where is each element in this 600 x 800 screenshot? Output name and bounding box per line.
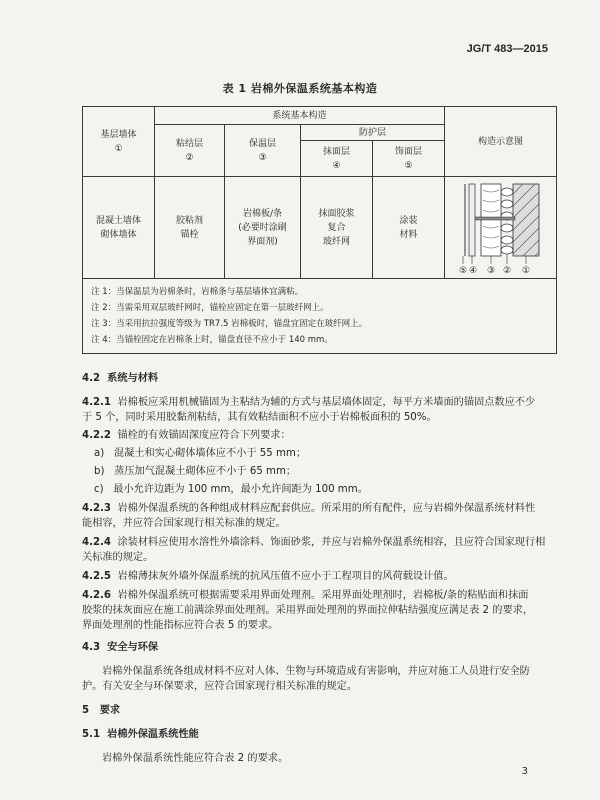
clause-4-2-5-num: 4.2.5 bbox=[82, 571, 112, 582]
header-adhesive-label: 粘结层 bbox=[175, 138, 203, 149]
cell-adhesive-line1: 胶粘剂 bbox=[175, 215, 203, 226]
clause-4-2-6-line1: 岩棉外保温系统可根据需要采用界面处理剂。采用界面处理剂时，岩棉板/条的粘贴面和抹面 bbox=[117, 590, 529, 601]
section-5-num: 5 bbox=[82, 705, 90, 716]
clause-4-2-5-line1: 岩棉薄抹灰外墙外保温系统的抗风压值不应小于工程项目的风荷载设计值。 bbox=[117, 571, 454, 582]
header-system: 系统基本构造 bbox=[155, 107, 445, 125]
standard-code: JG/T 483—2015 bbox=[466, 43, 548, 55]
section-4-3-line1: 岩棉外保温系统各组成材料不应对人体、生物与环境造成有害影响，并应对施工人员进行安全防 bbox=[102, 666, 530, 677]
item-a-mark: a) bbox=[94, 448, 105, 459]
cell-insul-line2: (必要时涂刷 bbox=[238, 222, 287, 233]
note-4: 注 4：当锚栓固定在岩棉条上时，锚盘直径不应小于 140 mm。 bbox=[91, 335, 333, 345]
cell-adhesive-line2: 锚栓 bbox=[180, 229, 199, 240]
header-protect: 防护层 bbox=[301, 125, 445, 141]
section-5-heading bbox=[82, 703, 120, 718]
cell-insul-line1: 岩棉板/条 bbox=[242, 208, 283, 219]
header-insulation-num: ③ bbox=[258, 152, 267, 163]
clause-4-2-1 bbox=[82, 395, 560, 425]
header-render-label: 抹面层 bbox=[322, 146, 350, 157]
clause-4-2-4 bbox=[82, 535, 560, 565]
section-5-1-num: 5.1 bbox=[82, 729, 101, 740]
clause-4-2-3-line1: 岩棉外保温系统的各种组成材料应配套供应。所采用的所有配件，应与岩棉外保温系统材料性 bbox=[117, 503, 536, 514]
clause-4-2-2-item-c bbox=[94, 482, 368, 497]
clause-4-2-6-line3: 界面处理剂的性能指标应符合表 5 的要求。 bbox=[82, 620, 279, 631]
clause-4-2-2-text: 锚栓的有效锚固深度应符合下列要求： bbox=[117, 430, 291, 441]
header-base-wall bbox=[83, 107, 155, 177]
clause-4-2-5 bbox=[82, 569, 560, 584]
header-insulation-label: 保温层 bbox=[248, 138, 276, 149]
item-b-text: 蒸压加气混凝土砌体应不小于 65 mm； bbox=[114, 466, 297, 477]
table-1-title: 表 1 岩棉外保温系统基本构造 bbox=[222, 82, 378, 95]
header-finish-num: ⑤ bbox=[404, 160, 413, 171]
section-4-3-heading bbox=[82, 640, 158, 655]
clause-4-2-2 bbox=[82, 428, 560, 443]
section-5-1-heading bbox=[82, 727, 199, 742]
section-4-2-heading bbox=[82, 371, 158, 386]
section-4-3-num: 4.3 bbox=[82, 642, 101, 653]
clause-4-2-2-item-a bbox=[94, 446, 306, 461]
diagram-label-3: ③ bbox=[486, 265, 495, 276]
header-insulation bbox=[225, 125, 301, 177]
clause-4-2-1-num: 4.2.1 bbox=[82, 397, 112, 408]
clause-4-2-4-num: 4.2.4 bbox=[82, 537, 112, 548]
cell-finish bbox=[373, 177, 445, 279]
clause-4-2-3 bbox=[82, 501, 560, 531]
cell-insulation bbox=[225, 177, 301, 279]
header-render bbox=[301, 141, 373, 177]
section-4-2-title: 系统与材料 bbox=[107, 373, 159, 384]
clause-4-2-4-line2: 关标准的规定。 bbox=[82, 552, 154, 563]
header-finish-label: 饰面层 bbox=[395, 146, 423, 157]
table-notes bbox=[83, 279, 557, 354]
clause-4-2-1-line1: 岩棉板应采用机械锚固为主粘结为辅的方式与基层墙体固定，每平方米墙面的锚固点数应不少 bbox=[117, 397, 536, 408]
diagram-label-5: ⑤ bbox=[458, 265, 467, 276]
cell-base-wall bbox=[83, 177, 155, 279]
clause-4-2-6-line2: 胶浆的抹灰面应在施工前满涂界面处理剂。采用界面处理剂的界面拉伸粘结强度应满足表 2 的要求， bbox=[82, 605, 534, 616]
construction-diagram-svg bbox=[455, 180, 547, 276]
section-4-3-line2: 护。有关安全与环保要求，应符合国家现行相关标准的规定。 bbox=[82, 681, 358, 692]
cell-render-line3: 玻纤网 bbox=[322, 236, 350, 247]
diagram-label-1: ① bbox=[521, 265, 530, 276]
clause-4-2-4-line1: 涂装材料应使用水溶性外墙涂料、饰面砂浆，并应与岩棉外保温系统相容，且应符合国家现行相 bbox=[117, 537, 546, 548]
clause-4-2-2-item-b bbox=[94, 464, 296, 479]
clause-4-2-3-num: 4.2.3 bbox=[82, 503, 112, 514]
clause-4-2-1-line2: 于 5 个，同时采用胶黏剂粘结，其有效粘结面积不应小于岩棉板面积的 50%。 bbox=[82, 412, 437, 423]
section-5-1-body bbox=[102, 751, 542, 766]
cell-insul-line3: 界面剂) bbox=[247, 236, 278, 247]
diagram-label-4: ④ bbox=[468, 265, 477, 276]
cell-base-line1: 混凝土墙体 bbox=[95, 215, 141, 226]
clause-4-2-2-num: 4.2.2 bbox=[82, 430, 112, 441]
construction-diagram bbox=[445, 177, 557, 279]
cell-render bbox=[301, 177, 373, 279]
item-a-text: 混凝土和实心砌体墙体应不小于 55 mm； bbox=[113, 448, 307, 459]
clause-4-2-6-num: 4.2.6 bbox=[82, 590, 112, 601]
cell-finish-line2: 材料 bbox=[399, 229, 418, 240]
item-c-text: 最小允许边距为 100 mm，最小允许间距为 100 mm。 bbox=[113, 484, 368, 495]
section-5-1-title: 岩棉外保温系统性能 bbox=[107, 729, 199, 740]
page-number: 3 bbox=[521, 766, 528, 777]
note-3: 注 3：当采用抗拉强度等级为 TR7.5 岩棉板时，锚盘宜固定在玻纤网上。 bbox=[91, 319, 368, 329]
section-5-title: 要求 bbox=[99, 705, 121, 716]
section-4-2-num: 4.2 bbox=[82, 373, 101, 384]
diagram-label-2: ② bbox=[502, 265, 511, 276]
clause-4-2-6 bbox=[82, 588, 560, 633]
item-c-mark: c) bbox=[94, 484, 104, 495]
section-5-1-line1: 岩棉外保温系统性能应符合表 2 的要求。 bbox=[102, 753, 289, 764]
table-1 bbox=[82, 106, 557, 354]
header-render-num: ④ bbox=[332, 160, 341, 171]
header-diagram: 构造示意图 bbox=[445, 107, 557, 177]
header-adhesive-num: ② bbox=[185, 152, 194, 163]
section-4-3-title: 安全与环保 bbox=[107, 642, 159, 653]
header-base-wall-num: ① bbox=[114, 143, 123, 154]
header-finish bbox=[373, 141, 445, 177]
note-1: 注 1：当保温层为岩棉条时，岩棉条与基层墙体宜满粘。 bbox=[91, 287, 304, 297]
header-adhesive bbox=[155, 125, 225, 177]
cell-render-line2: 复合 bbox=[327, 222, 346, 233]
clause-4-2-3-line2: 能相容，并应符合国家现行相关标准的规定。 bbox=[82, 518, 286, 529]
note-2: 注 2：当需采用双层玻纤网时，锚栓应固定在第一层玻纤网上。 bbox=[91, 303, 329, 313]
header-base-wall-label: 基层墙体 bbox=[100, 129, 137, 140]
cell-render-line1: 抹面胶浆 bbox=[318, 208, 355, 219]
section-4-3-body bbox=[82, 664, 560, 694]
item-b-mark: b) bbox=[94, 466, 105, 477]
cell-adhesive bbox=[155, 177, 225, 279]
cell-base-line2: 砌体墙体 bbox=[100, 229, 137, 240]
cell-finish-line1: 涂装 bbox=[399, 215, 418, 226]
